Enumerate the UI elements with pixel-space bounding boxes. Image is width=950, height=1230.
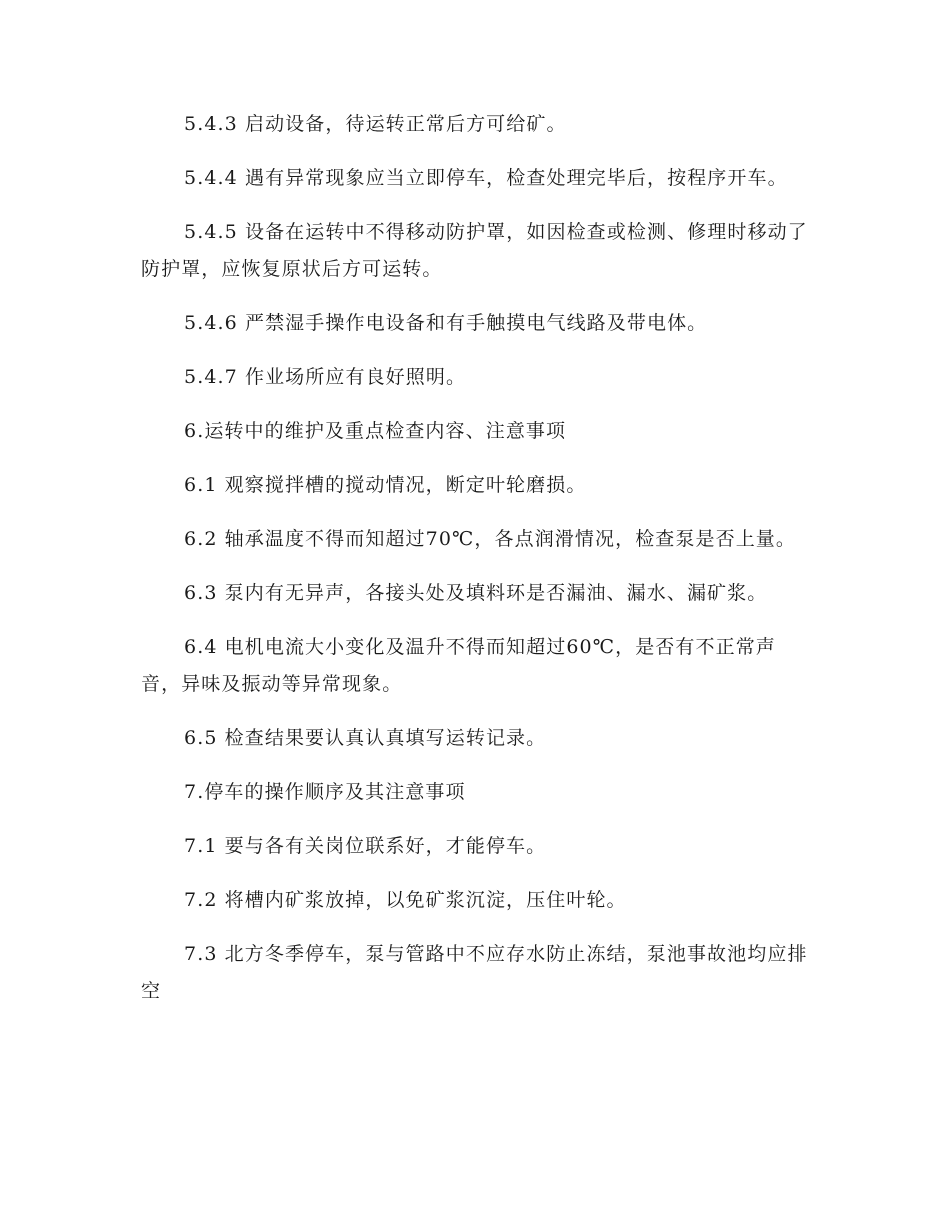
document-body — [141, 106, 809, 1027]
paragraph-6-3: 6.3 泵内有无异声，各接头处及填料环是否漏油、漏水、漏矿浆。 — [184, 582, 768, 604]
section-heading-6: 6.运转中的维护及重点检查内容、注意事项 — [184, 420, 567, 442]
paragraph-7-2: 7.2 将槽内矿浆放掉，以免矿浆沉淀，压住叶轮。 — [184, 889, 627, 911]
paragraph-5-4-5: 5.4.5 设备在运转中不得移动防护罩，如因检查或检测、修理时移动了防护罩，应恢复原状后方可运转。 — [141, 221, 808, 280]
paragraph-5-4-6: 5.4.6 严禁湿手操作电设备和有手触摸电气线路及带电体。 — [184, 312, 708, 334]
paragraph-5-4-3: 5.4.3 启动设备，待运转正常后方可给矿。 — [184, 113, 567, 135]
paragraph-6-2: 6.2 轴承温度不得而知超过70℃，各点润滑情况，检查泵是否上量。 — [184, 528, 796, 550]
paragraph-6-1: 6.1 观察搅拌槽的搅动情况，断定叶轮磨损。 — [184, 474, 587, 496]
paragraph-6-5: 6.5 检查结果要认真认真填写运转记录。 — [184, 727, 547, 749]
paragraph-5-4-7: 5.4.7 作业场所应有良好照明。 — [184, 366, 467, 388]
paragraph-7-1: 7.1 要与各有关岗位联系好，才能停车。 — [184, 835, 547, 857]
section-heading-7: 7.停车的操作顺序及其注意事项 — [184, 781, 466, 803]
paragraph-5-4-4: 5.4.4 遇有异常现象应当立即停车，检查处理完毕后，按程序开车。 — [184, 167, 788, 189]
paragraph-6-4: 6.4 电机电流大小变化及温升不得而知超过60℃，是否有不正常声音，异味及振动等异常现象。 — [141, 636, 776, 695]
paragraph-7-3: 7.3 北方冬季停车，泵与管路中不应存水防止冻结，泵池事故池均应排空 — [141, 943, 808, 1002]
